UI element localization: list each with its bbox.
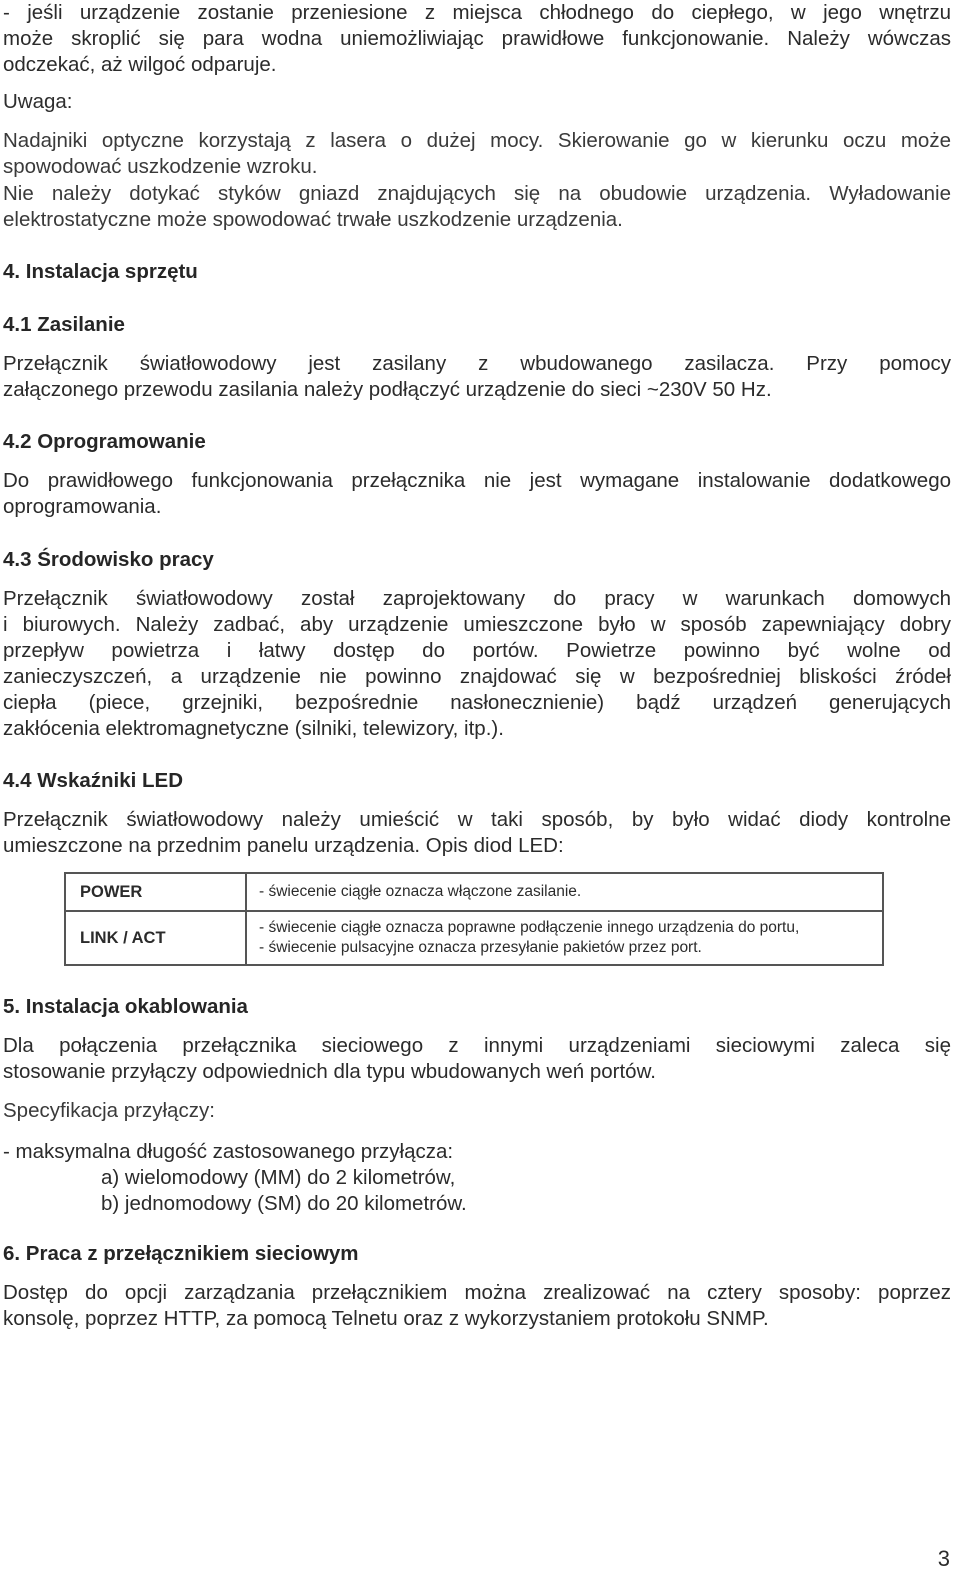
paragraph-line: Do prawidłowego funkcjonowania przełącznika nie jest wymagane instalowanie dodatkowego [3, 469, 951, 492]
led-table-row [65, 873, 883, 911]
section-4-3-paragraph [3, 586, 951, 742]
paragraph-line: załączonego przewodu zasilania należy podłączyć urządzenie do sieci ~230V 50 Hz. [3, 378, 772, 401]
paragraph-line: zakłócenia elektromagnetyczne (silniki, telewizory, itp.). [3, 717, 504, 740]
spec-list [3, 1139, 951, 1217]
paragraph-line: stosowanie przyłączy odpowiednich dla typu wbudowanych weń portów. [3, 1060, 656, 1083]
paragraph-line: konsolę, poprzez HTTP, za pomocą Telnetu oraz z wykorzystaniem protokołu SNMP. [3, 1307, 769, 1330]
warning-line: elektrostatyczne może spowodować trwałe uszkodzenie urządzenia. [3, 208, 623, 231]
spec-intro: - maksymalna długość zastosowanego przyłącza: [3, 1140, 454, 1163]
led-description-line: - świecenie pulsacyjne oznacza przesyłanie pakietów przez port. [259, 939, 702, 956]
paragraph-line: i biurowych. Należy zadbać, aby urządzenie umieszczone było w sposób zapewniający dobry [3, 613, 951, 636]
section-5-heading: 5. Instalacja okablowania [3, 995, 248, 1018]
spec-item: a) wielomodowy (MM) do 2 kilometrów, [101, 1166, 456, 1189]
warning-label: Uwaga: [3, 90, 73, 113]
paragraph-line: zanieczyszczeń, a urządzenie nie powinno znajdować się w bezpośredniej bliskości źródeł [3, 665, 951, 688]
paragraph-line: Dla połączenia przełącznika sieciowego z innymi urządzeniami sieciowymi zaleca się [3, 1034, 951, 1057]
led-name: LINK / ACT [65, 911, 246, 965]
spec-item: b) jednomodowy (SM) do 20 kilometrów. [101, 1192, 467, 1215]
led-name: POWER [65, 873, 246, 911]
section-6-heading: 6. Praca z przełącznikiem sieciowym [3, 1242, 359, 1265]
page-number: 3 [937, 1546, 950, 1571]
led-description [246, 873, 883, 911]
led-description [246, 911, 883, 965]
warning-line: Nadajniki optyczne korzystają z lasera o dużej mocy. Skierowanie go w kierunku oczu może [3, 129, 951, 152]
led-description-line: - świecenie ciągłe oznacza włączone zasilanie. [259, 883, 582, 900]
paragraph-line: przepływ powietrza i łatwy dostęp do portów. Powietrze powinno być wolne od [3, 639, 951, 662]
section-4-2-heading: 4.2 Oprogramowanie [3, 430, 206, 453]
led-description-line: - świecenie ciągłe oznacza poprawne podłączenie innego urządzenia do portu, [259, 919, 800, 936]
paragraph-line: Przełącznik światłowodowy należy umieścić w taki sposób, by było widać diody kontrolne [3, 808, 951, 831]
section-4-4-heading: 4.4 Wskaźniki LED [3, 769, 184, 792]
led-table [64, 872, 884, 966]
led-table-row [65, 911, 883, 965]
paragraph-line: oprogramowania. [3, 495, 162, 518]
spec-title: Specyfikacja przyłączy: [3, 1099, 215, 1122]
intro-paragraph [3, 0, 951, 78]
paragraph-line: umieszczone na przednim panelu urządzenia. Opis diod LED: [3, 834, 564, 857]
paragraph-line: Przełącznik światłowodowy jest zasilany z wbudowanego zasilacza. Przy pomocy [3, 352, 951, 375]
intro-line: - jeśli urządzenie zostanie przeniesione z miejsca chłodnego do ciepłego, w jego wnętrzu [3, 1, 951, 24]
warning-block [3, 89, 951, 115]
section-6-paragraph [3, 1280, 951, 1332]
warning-paragraph-1 [3, 128, 951, 180]
section-4-1-paragraph [3, 351, 951, 403]
section-4-heading: 4. Instalacja sprzętu [3, 260, 198, 283]
paragraph-line: ciepła (piece, grzejniki, bezpośrednie nasłonecznienie) bądź urządzeń generujących [3, 691, 951, 714]
warning-paragraph-2 [3, 181, 951, 233]
paragraph-line: Przełącznik światłowodowy został zaprojektowany do pracy w warunkach domowych [3, 587, 951, 610]
warning-line: spowodować uszkodzenie wzroku. [3, 155, 318, 178]
section-4-4-paragraph [3, 807, 951, 859]
warning-line: Nie należy dotykać styków gniazd znajdujących się na obudowie urządzenia. Wyładowanie [3, 182, 951, 205]
section-4-1-heading: 4.1 Zasilanie [3, 313, 125, 336]
section-4-3-heading: 4.3 Środowisko pracy [3, 548, 214, 571]
intro-line: odczekać, aż wilgoć odparuje. [3, 53, 277, 76]
paragraph-line: Dostęp do opcji zarządzania przełącznikiem można zrealizować na cztery sposoby: poprzez [3, 1281, 951, 1304]
section-5-paragraph [3, 1033, 951, 1085]
section-4-2-paragraph [3, 468, 951, 520]
intro-line: może skroplić się para wodna uniemożliwiając prawidłowe funkcjonowanie. Należy wówczas [3, 27, 951, 50]
